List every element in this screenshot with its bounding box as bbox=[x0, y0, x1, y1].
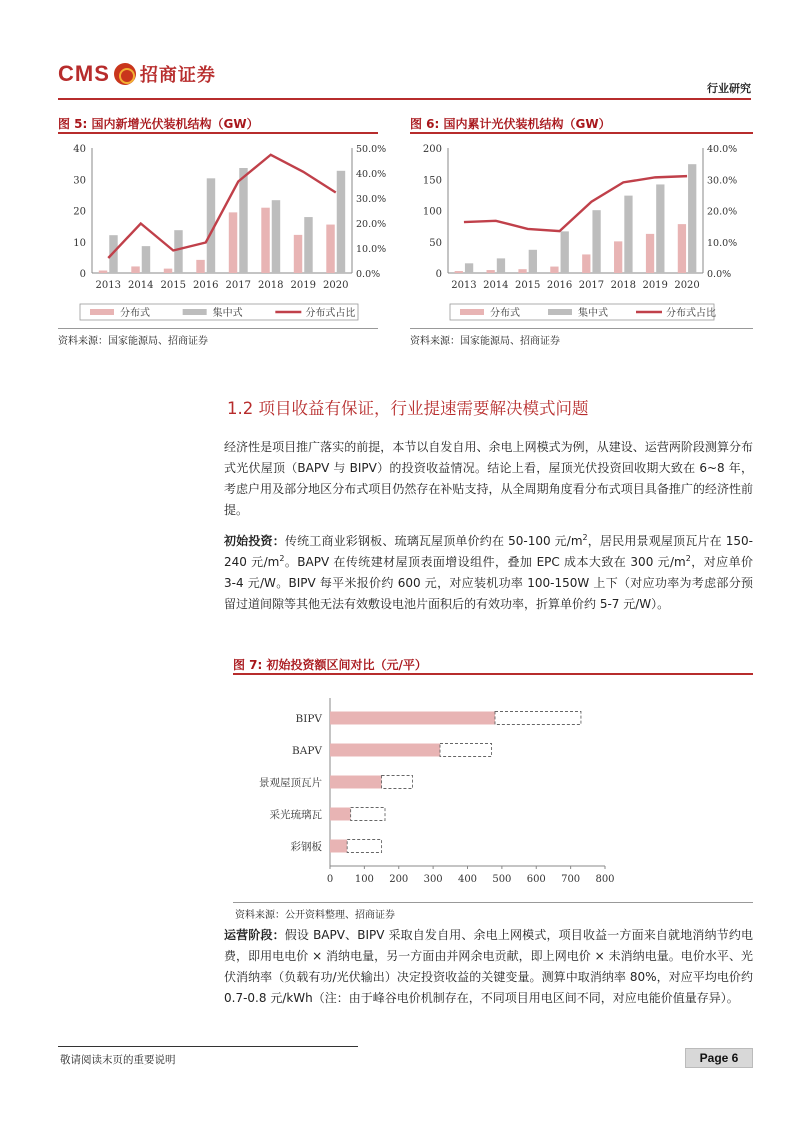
fig7-x-tick-label: 300 bbox=[423, 874, 443, 885]
fig6-y2-tick-label: 10.0% bbox=[707, 237, 738, 249]
fig5-legend-label: 集中式 bbox=[212, 308, 243, 319]
fig6-legend-label: 分布式占比 bbox=[666, 308, 716, 319]
fig6-legend-swatch bbox=[548, 309, 572, 315]
fig6-y-tick-label: 100 bbox=[422, 206, 442, 218]
fig5-bar-distributed bbox=[229, 212, 237, 273]
initial-investment-lead: 初始投资： bbox=[224, 534, 285, 548]
section-heading: 1.2 项目收益有保证，行业提速需要解决模式问题 bbox=[227, 399, 589, 418]
fig5-title-divider bbox=[58, 132, 378, 134]
fig7-x-tick-label: 100 bbox=[354, 874, 374, 885]
fig7-bar-range bbox=[351, 808, 385, 821]
superscript-b: 2 bbox=[279, 554, 285, 563]
fig7-x-tick-label: 400 bbox=[457, 874, 478, 885]
fig7-chart bbox=[233, 690, 753, 890]
fig6-line-share bbox=[464, 176, 687, 231]
fig7-source-divider bbox=[233, 902, 753, 903]
fig6-y-tick-label: 0 bbox=[435, 269, 442, 280]
fig6-x-tick-label: 2020 bbox=[674, 280, 700, 291]
fig5-title: 图 5: 国内新增光伏装机结构（GW） bbox=[58, 117, 259, 131]
fig6-x-tick-label: 2016 bbox=[546, 280, 573, 291]
fig6-bar-distributed bbox=[518, 269, 526, 273]
fig7-bar-lower bbox=[330, 808, 351, 821]
fig6-bar-centralized bbox=[561, 231, 569, 273]
fig7-bar-range bbox=[440, 744, 492, 757]
fig5-y-tick-label: 40 bbox=[73, 144, 86, 155]
paragraph-economics: 经济性是项目推广落实的前提，本节以自发自用、余电上网模式为例，从建设、运营两阶段测算分布式光伏屋顶（BAPV 与 BIPV）的投资收益情况。结论上看，屋顶光伏投资回收期大致在 6~8 年，考虑户用及部分地区分布式项目仍然存在补贴支持，从全周期角度看分布式项目具备推广的经济性前提。 bbox=[224, 440, 753, 517]
fig5-x-tick-label: 2013 bbox=[95, 280, 121, 291]
fig6-y-tick-label: 200 bbox=[422, 144, 442, 155]
fig5-bar-distributed bbox=[196, 260, 204, 273]
fig7-bar-range bbox=[495, 712, 581, 725]
fig5-y-tick-label: 30 bbox=[73, 175, 86, 187]
fig7-title-divider bbox=[233, 673, 753, 675]
fig6-x-tick-label: 2015 bbox=[514, 280, 541, 291]
fig7-category-label: 景观屋顶瓦片 bbox=[259, 777, 322, 789]
fig5-source-divider bbox=[58, 328, 378, 329]
fig5-x-tick-label: 2017 bbox=[225, 280, 251, 291]
fig6-title: 图 6: 国内累计光伏装机结构（GW） bbox=[410, 117, 611, 131]
fig5-x-tick-label: 2016 bbox=[193, 280, 219, 291]
operation-text: 假设 BAPV、BIPV 采取自发自用、余电上网模式，项目收益一方面来自就地消纳节约电费，即用电电价 × 消纳电量，另一方面由并网余电贡献，即上网电价 × 未消纳电量。电价水平、光伏消纳率（负载有功/光伏输出）决定投资收益的关键变量。测算中取消纳率 80%，对应平均电价约 0.7-0.8 元/kWh（注：由于峰谷电价机制存在，不同项目用电区间不同，对应电能价值量存异）。 bbox=[224, 928, 753, 1005]
fig6-bar-centralized bbox=[465, 263, 473, 273]
fig6-x-tick-label: 2018 bbox=[610, 280, 637, 291]
fig7-bar-range bbox=[347, 840, 381, 853]
fig5-bar-centralized bbox=[174, 230, 182, 273]
fig7-x-tick-label: 800 bbox=[595, 874, 615, 885]
header-divider bbox=[58, 98, 751, 100]
fig5-y2-tick-label: 20.0% bbox=[356, 219, 387, 230]
fig7-x-tick-label: 200 bbox=[389, 874, 409, 885]
fig5-legend-label: 分布式占比 bbox=[305, 308, 356, 319]
fig5-x-tick-label: 2019 bbox=[290, 280, 316, 291]
fig5-bar-distributed bbox=[164, 269, 172, 273]
fig5-y-tick-label: 20 bbox=[73, 206, 86, 218]
fig5-bar-centralized bbox=[272, 200, 280, 273]
fig5-x-tick-label: 2018 bbox=[258, 280, 284, 291]
fig6-bar-distributed bbox=[550, 267, 558, 273]
fig6-bar-centralized bbox=[624, 196, 632, 273]
fig7-bar-lower bbox=[330, 712, 495, 725]
fig7-category-label: BAPV bbox=[292, 745, 322, 757]
fig6-y-tick-label: 50 bbox=[429, 237, 442, 249]
fig5-y2-tick-label: 0.0% bbox=[356, 269, 381, 280]
fig7-bar-lower bbox=[330, 744, 440, 757]
company-logo bbox=[58, 58, 216, 90]
fig6-source-divider bbox=[410, 328, 753, 329]
fig6-bar-centralized bbox=[529, 250, 537, 273]
fig7-category-label: 彩钢板 bbox=[290, 841, 322, 853]
fig5-bar-distributed bbox=[261, 208, 269, 273]
fig6-source: 资料来源：国家能源局、招商证券 bbox=[410, 336, 560, 347]
fig6-x-tick-label: 2014 bbox=[483, 280, 509, 291]
fig5-bar-distributed bbox=[326, 225, 334, 273]
initial-investment-text-d: ，对应单价 3-4 元/W。BIPV 每平米报价约 600 元，对应装机功率 100-150W 上下（对应功率为考虑部分预留过道间隙等其他无法有效敷设电池片面积后的有效功率，折算单价约 5-7 元/W）。 bbox=[224, 555, 754, 611]
fig6-legend-swatch bbox=[460, 309, 484, 315]
fig5-bar-centralized bbox=[304, 217, 312, 273]
fig6-bar-distributed bbox=[646, 234, 654, 273]
fig7-bar-lower bbox=[330, 776, 382, 789]
fig5-y2-tick-label: 30.0% bbox=[356, 194, 387, 205]
paragraph-operation bbox=[224, 925, 753, 1009]
fig5-y2-tick-label: 40.0% bbox=[356, 169, 387, 180]
page-number: Page 6 bbox=[685, 1048, 753, 1068]
fig6-bar-centralized bbox=[688, 164, 696, 273]
paragraph-initial-investment bbox=[224, 531, 753, 615]
fig6-x-tick-label: 2017 bbox=[578, 280, 605, 291]
fig6-y2-tick-label: 20.0% bbox=[707, 206, 738, 218]
fig5-y-tick-label: 10 bbox=[73, 237, 86, 249]
fig7-x-tick-label: 500 bbox=[492, 874, 512, 885]
fig6-bar-distributed bbox=[582, 254, 590, 273]
fig5-x-tick-label: 2020 bbox=[323, 280, 349, 291]
fig5-legend-swatch bbox=[183, 309, 207, 315]
fig5-y2-tick-label: 50.0% bbox=[356, 144, 387, 155]
fig6-bar-centralized bbox=[656, 184, 664, 273]
initial-investment-text-b: ，居民用景观屋顶瓦片在 150-240 元/m bbox=[224, 534, 753, 569]
fig7-source: 资料来源：公开资料整理、招商证券 bbox=[235, 910, 395, 921]
fig5-bar-centralized bbox=[337, 171, 345, 273]
fig6-x-tick-label: 2013 bbox=[451, 280, 477, 291]
fig6-bar-centralized bbox=[592, 210, 600, 273]
page-header bbox=[58, 58, 751, 100]
fig5-legend-swatch bbox=[90, 309, 114, 315]
fig7-x-tick-label: 600 bbox=[526, 874, 546, 885]
fig5-x-tick-label: 2014 bbox=[128, 280, 154, 291]
fig7-title: 图 7: 初始投资额区间对比（元/平） bbox=[233, 658, 427, 672]
fig6-bar-distributed bbox=[614, 241, 622, 273]
fig6-x-tick-label: 2019 bbox=[642, 280, 668, 291]
fig7-category-label: 采光琉璃瓦 bbox=[269, 809, 322, 821]
fig5-y2-tick-label: 10.0% bbox=[356, 244, 387, 255]
fig6-bar-distributed bbox=[455, 271, 463, 273]
footer-divider bbox=[58, 1046, 358, 1047]
fig6-y2-tick-label: 0.0% bbox=[707, 269, 732, 280]
fig5-chart bbox=[58, 138, 388, 328]
logo-chinese-text: 招商证券 bbox=[139, 65, 216, 86]
fig6-bar-centralized bbox=[497, 258, 505, 273]
fig7-bar-range bbox=[382, 776, 413, 789]
superscript-c: 2 bbox=[685, 554, 691, 563]
fig5-bar-centralized bbox=[239, 168, 247, 273]
logo-seal-icon bbox=[114, 63, 136, 85]
fig6-title-divider bbox=[410, 132, 753, 134]
fig5-bar-distributed bbox=[99, 271, 107, 274]
fig5-legend-label: 分布式 bbox=[120, 308, 150, 319]
footer-disclaimer: 敬请阅读末页的重要说明 bbox=[60, 1054, 176, 1066]
fig6-legend-label: 集中式 bbox=[578, 308, 608, 319]
section-label: 行业研究 bbox=[707, 82, 751, 95]
operation-lead: 运营阶段： bbox=[224, 928, 285, 942]
fig6-legend-label: 分布式 bbox=[490, 308, 520, 319]
superscript-a: 2 bbox=[582, 533, 588, 542]
fig6-y2-tick-label: 40.0% bbox=[707, 144, 738, 155]
fig6-y-tick-label: 150 bbox=[422, 175, 442, 187]
fig5-x-tick-label: 2015 bbox=[160, 280, 186, 291]
fig6-chart bbox=[410, 138, 755, 328]
fig7-x-tick-label: 700 bbox=[561, 874, 581, 885]
fig5-y-tick-label: 0 bbox=[79, 269, 86, 280]
fig5-bar-centralized bbox=[142, 246, 150, 273]
fig5-source: 资料来源：国家能源局、招商证券 bbox=[58, 336, 208, 347]
fig6-y2-tick-label: 30.0% bbox=[707, 175, 738, 187]
fig6-bar-distributed bbox=[487, 270, 495, 273]
fig7-category-label: BIPV bbox=[295, 713, 322, 725]
logo-latin-text: CMS bbox=[58, 61, 110, 86]
fig5-bar-distributed bbox=[294, 235, 302, 273]
fig5-bar-distributed bbox=[131, 266, 139, 273]
initial-investment-text-c: 。BAPV 在传统建材屋顶表面增设组件，叠加 EPC 成本大致在 300 元/m bbox=[284, 555, 686, 569]
fig7-bar-lower bbox=[330, 840, 347, 853]
initial-investment-text-a: 传统工商业彩钢板、琉璃瓦屋顶单价约在 50-100 元/m bbox=[284, 534, 583, 548]
fig7-x-tick-label: 0 bbox=[326, 874, 334, 885]
fig6-bar-distributed bbox=[678, 224, 686, 273]
